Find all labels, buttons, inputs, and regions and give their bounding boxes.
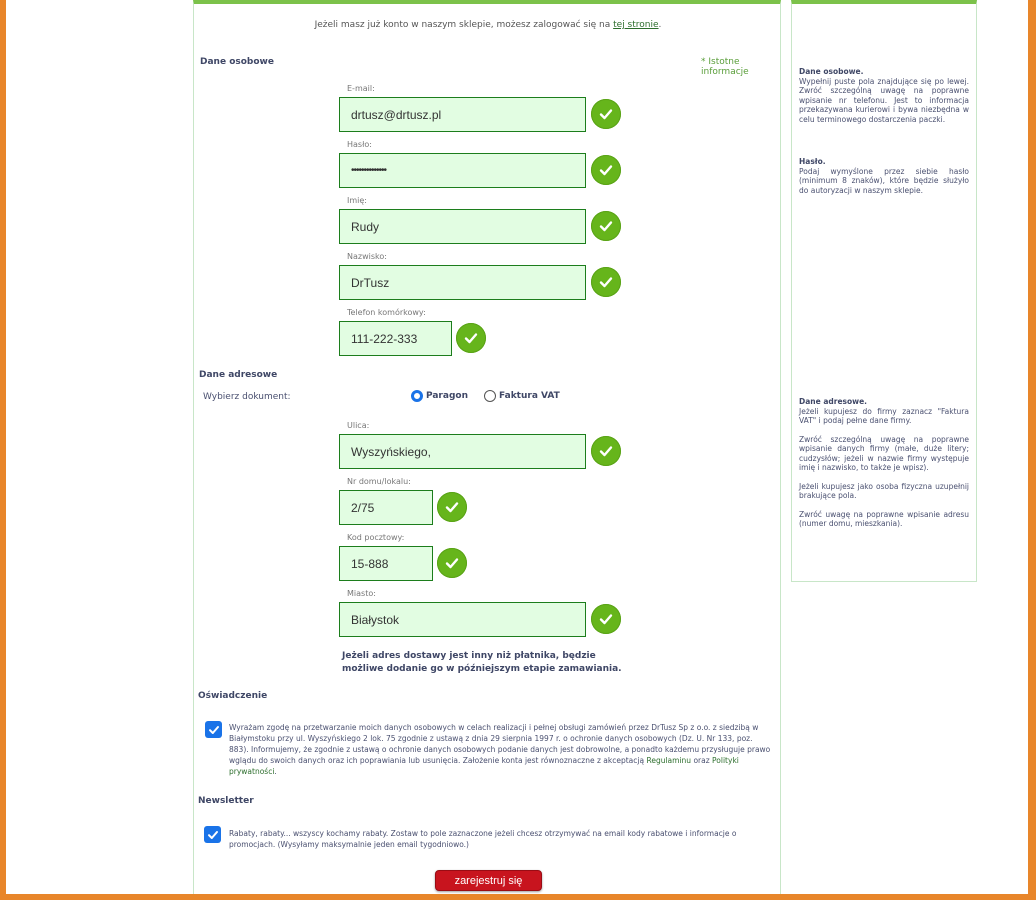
email-field[interactable]: drtusz@drtusz.pl: [339, 97, 586, 132]
newsletter-text: Rabaty, rabaty... wszyscy kochamy rabaty. Zostaw to pole zaznaczone jeżeli chcesz otrzymywać na email kody rabatowe i informacje o promocjach. (Wysyłamy maksymalnie jeden email tygodniowo.): [229, 829, 737, 849]
last-name-label: Nazwisko:: [347, 252, 387, 261]
login-link[interactable]: tej stronie: [613, 20, 659, 30]
help-password: Hasło. Podaj wymyślone przez siebie hasło (minimum 8 znaków), które będzie służyło do autoryzacji w naszym sklepie.: [799, 157, 969, 195]
phone-field[interactable]: 111-222-333: [339, 321, 452, 356]
newsletter-checkbox[interactable]: [204, 826, 221, 843]
password-field[interactable]: ••••••••••••••: [339, 153, 586, 188]
help-sidebar: [791, 0, 977, 582]
house-number-label: Nr domu/lokalu:: [347, 477, 411, 486]
valid-check-icon: [591, 436, 621, 466]
valid-check-icon: [591, 267, 621, 297]
city-label: Miasto:: [347, 589, 376, 598]
address-section-title: Dane adresowe: [199, 370, 278, 380]
phone-label: Telefon komórkowy:: [347, 308, 426, 317]
radio-faktura-label: Faktura VAT: [499, 391, 560, 401]
street-field[interactable]: Wyszyńskiego,: [339, 434, 586, 469]
radio-faktura-vat[interactable]: [484, 390, 560, 402]
registration-form-panel: [193, 0, 781, 894]
consent-text: Wyrażam zgodę na przetwarzanie moich danych osobowych w celach realizacji i pełnej obsługi zamówień przez DrTusz Sp z o.o. z siedzibą w Białymstoku przy ul. Wyszyńskiego 2 lok. 75 zgodnie z ustawą z dnia 29 sierpnia 1997 r. o ochronie danych osobowych (Dz. U. Nr 133, poz. 883). Informujemy, że zgodnie z ustawą o ochronie danych osobowych podanie danych jest dobrowolne, a ponadto każdemu przysługuje prawo wglądu do swoich danych oraz ich poprawiania lub usunięcia. Założenie konta jest równoznaczne z akceptacją Regulaminu oraz Polityki prywatności.: [229, 723, 771, 776]
checkmark-icon: [207, 829, 219, 841]
street-label: Ulica:: [347, 421, 370, 430]
checkmark-icon: [208, 724, 220, 736]
radio-paragon[interactable]: [411, 390, 468, 402]
email-label: E-mail:: [347, 84, 375, 93]
first-name-field[interactable]: Rudy: [339, 209, 586, 244]
radio-paragon-label: Paragon: [426, 391, 468, 401]
login-note: Jeżeli masz już konto w naszym sklepie, możesz zalogować się na tej stronie.: [314, 20, 662, 30]
valid-check-icon: [456, 323, 486, 353]
valid-check-icon: [591, 155, 621, 185]
radio-selected-icon[interactable]: [411, 390, 423, 402]
register-button[interactable]: zarejestruj się: [435, 870, 542, 891]
city-field[interactable]: Białystok: [339, 602, 586, 637]
page-frame: [6, 0, 1028, 894]
house-number-field[interactable]: 2/75: [339, 490, 433, 525]
radio-unselected-icon[interactable]: [484, 390, 496, 402]
valid-check-icon: [591, 604, 621, 634]
help-personal: Dane osobowe. Wypełnij puste pola znajdujące się po lewej. Zwróć szczególną uwagę na poprawne wpisanie nr telefonu. Jest to informacja przekazywana kurierowi i bywa niezbędna w celu terminowego dostarczenia paczki.: [799, 67, 969, 124]
help-address: Dane adresowe. Jeżeli kupujesz do firmy zaznacz "Faktura VAT" i podaj pełne dane firmy. Zwróć szczególną uwagę na poprawne wpisanie danych firmy (małe, duże litery; cudzysłów; jeżeli w nazwie firmy występuje imię i nazwisko, to także je wpisz). Jeżeli kupujesz jako osoba fizyczna uzupełnij brakujące pola. Zwróć uwagę na poprawne wpisanie adresu (numer domu, mieszkania).: [799, 397, 969, 528]
terms-link[interactable]: Regulaminu: [646, 756, 692, 765]
statement-section-title: Oświadczenie: [198, 691, 268, 701]
valid-check-icon: [437, 548, 467, 578]
valid-check-icon: [591, 99, 621, 129]
last-name-field[interactable]: DrTusz: [339, 265, 586, 300]
privacy-policy-link[interactable]: Polityki prywatności: [229, 756, 739, 776]
delivery-address-note: Jeżeli adres dostawy jest inny niż płatnika, będzie możliwe dodanie go w późniejszym etapie zamawiania.: [342, 651, 622, 674]
consent-checkbox[interactable]: [205, 721, 222, 738]
postal-code-field[interactable]: 15-888: [339, 546, 433, 581]
first-name-label: Imię:: [347, 196, 367, 205]
password-label: Hasło:: [347, 140, 372, 149]
valid-check-icon: [437, 492, 467, 522]
valid-check-icon: [591, 211, 621, 241]
required-note: * Istotne informacje: [701, 57, 749, 77]
document-type-label: Wybierz dokument:: [203, 392, 291, 402]
postal-code-label: Kod pocztowy:: [347, 533, 405, 542]
personal-section-title: Dane osobowe: [200, 57, 274, 67]
newsletter-section-title: Newsletter: [198, 796, 254, 806]
